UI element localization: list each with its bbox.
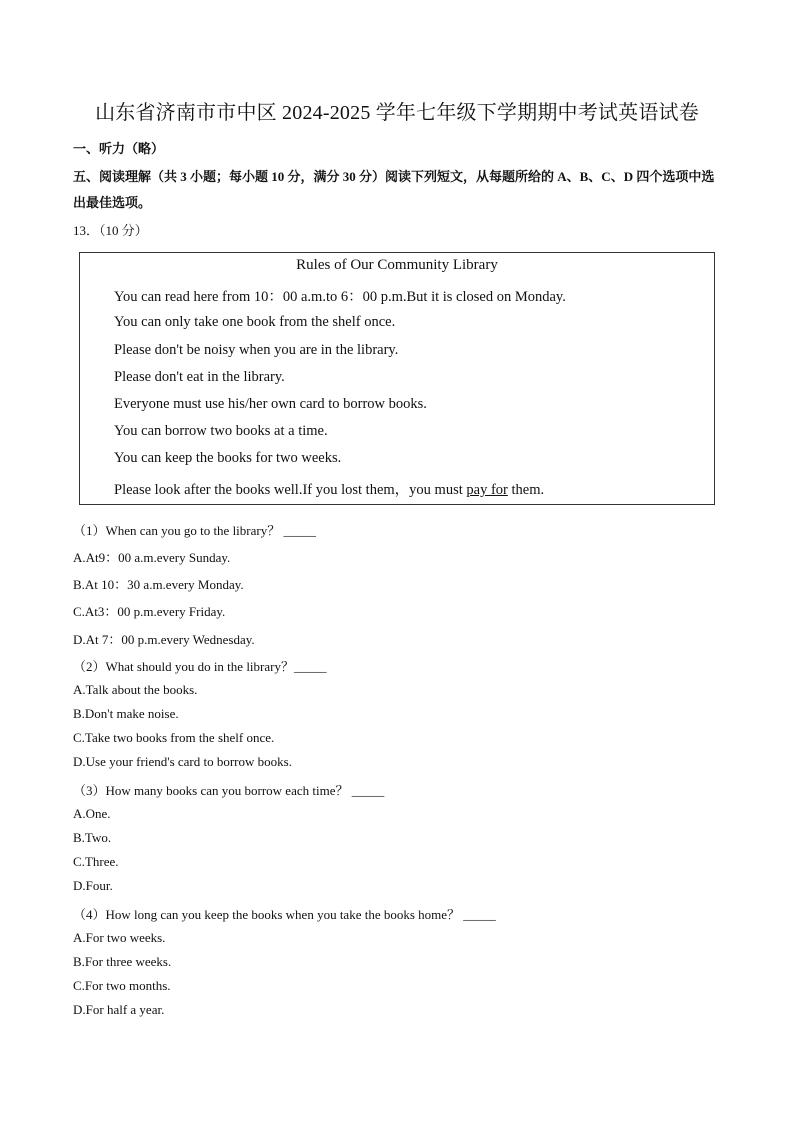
- option: B.For three weeks.: [73, 954, 172, 969]
- question-stem: （2）What should you do in the library？_____: [73, 659, 327, 674]
- option: B.Two.: [73, 830, 112, 845]
- option: B.Don't make noise.: [73, 706, 179, 721]
- rule-item: Please don't eat in the library.: [114, 369, 285, 385]
- question-stem: （1）When can you go to the library？ _____: [73, 523, 316, 538]
- section-reading-instructions: 五、阅读理解（共 3 小题；每小题 10 分，满分 30 分）阅读下列短文，从每题所给的 A、B、C、D 四个选项中选出最佳选项。: [73, 169, 715, 210]
- question-stem: （4）How long can you keep the books when you take the books home？ _____: [73, 907, 496, 922]
- rule-item: You can borrow two books at a time.: [114, 423, 328, 439]
- rule-item: Everyone must use his/her own card to borrow books.: [114, 396, 427, 412]
- option: A.Talk about the books.: [73, 682, 198, 697]
- rule-text: Please look after the books well.If you lost them，you must: [114, 482, 467, 498]
- option: C.For two months.: [73, 978, 171, 993]
- question-number-13: 13．（10 分）: [73, 223, 148, 238]
- option: C.Take two books from the shelf once.: [73, 730, 275, 745]
- option: D.At 7：00 p.m.every Wednesday.: [73, 632, 255, 647]
- section-listening: 一、听力（略）: [73, 141, 165, 156]
- rules-title: Rules of Our Community Library: [296, 257, 498, 273]
- underlined-phrase: pay for: [466, 482, 508, 498]
- page-title: 山东省济南市市中区 2024-2025 学年七年级下学期期中考试英语试卷: [95, 102, 699, 124]
- rule-item: You can only take one book from the shelf once.: [114, 314, 396, 330]
- option: D.Four.: [73, 878, 113, 893]
- option: D.For half a year.: [73, 1002, 165, 1017]
- rule-item: Please don't be noisy when you are in the library.: [114, 342, 399, 358]
- option: C.At3：00 p.m.every Friday.: [73, 604, 226, 619]
- question-stem: （3）How many books can you borrow each time？ _____: [73, 783, 385, 798]
- option: A.One.: [73, 806, 111, 821]
- rule-text: them.: [507, 482, 545, 498]
- option: C.Three.: [73, 854, 119, 869]
- library-rules-box: [79, 252, 715, 505]
- option: B.At 10：30 a.m.every Monday.: [73, 577, 244, 592]
- option: A.At9：00 a.m.every Sunday.: [73, 550, 231, 565]
- rule-item: You can read here from 10：00 a.m.to 6：00 p.m.But it is closed on Monday.: [114, 289, 566, 305]
- rule-item-last: [114, 478, 544, 499]
- rule-item: You can keep the books for two weeks.: [114, 450, 342, 466]
- option: A.For two weeks.: [73, 930, 166, 945]
- option: D.Use your friend's card to borrow books.: [73, 754, 292, 769]
